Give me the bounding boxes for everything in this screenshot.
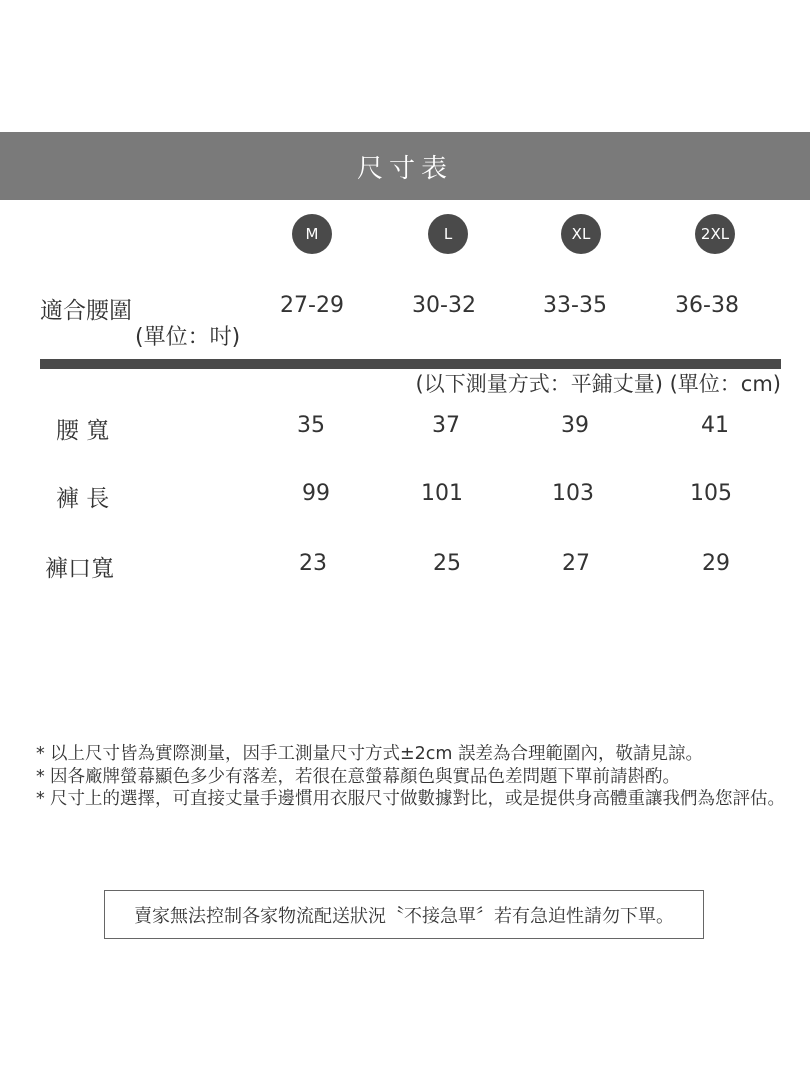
note-item	[36, 743, 796, 766]
shipping-notice-box	[104, 890, 704, 939]
note-text: 以上尺寸皆為實際測量，因手工測量尺寸方式±2cm 誤差為合理範圍內，敬請見諒。	[50, 744, 704, 764]
table-cell: 101	[421, 481, 463, 506]
note-text: 因各廠牌螢幕顯色多少有落差，若很在意螢幕顏色與實品色差問題下單前請斟酌。	[50, 766, 680, 787]
shipping-notice-text: 賣家無法控制各家物流配送狀況〝不接急單〞若有急迫性請勿下單。	[134, 905, 674, 927]
waist-fit-2xl: 36-38	[675, 293, 739, 318]
table-cell: 99	[302, 481, 330, 506]
waist-fit-m: 27-29	[280, 293, 344, 318]
measure-method-note: (以下測量方式：平鋪丈量) (單位：cm)	[415, 372, 781, 396]
waist-fit-l: 30-32	[412, 293, 476, 318]
row-label-waist-width: 腰 寬	[56, 418, 110, 444]
size-badge-2xl: 2XL	[695, 214, 735, 254]
size-badge-m: M	[292, 214, 332, 254]
note-bullet: *	[36, 789, 45, 809]
row-label-hem-width: 褲口寬	[45, 556, 114, 582]
table-cell: 41	[701, 413, 729, 438]
waist-fit-label: 適合腰圍	[40, 298, 132, 324]
note-text: 尺寸上的選擇，可直接丈量手邊慣用衣服尺寸做數據對比，或是提供身高體重讓我們為您評估。	[50, 789, 785, 809]
table-cell: 35	[297, 413, 325, 438]
table-cell: 25	[433, 551, 461, 576]
table-cell: 37	[432, 413, 460, 438]
table-cell: 39	[561, 413, 589, 438]
table-cell: 29	[702, 551, 730, 576]
waist-fit-xl: 33-35	[543, 293, 607, 318]
table-cell: 105	[690, 481, 732, 506]
table-cell: 27	[562, 551, 590, 576]
note-bullet: *	[36, 766, 45, 787]
note-item	[36, 766, 796, 789]
size-badge-xl: XL	[561, 214, 601, 254]
note-item	[36, 788, 796, 811]
table-cell: 103	[552, 481, 594, 506]
table-cell: 23	[299, 551, 327, 576]
notes-section	[36, 743, 796, 811]
waist-fit-unit: (單位：吋)	[135, 325, 241, 350]
size-badge-l: L	[428, 214, 468, 254]
row-label-pants-length: 褲 長	[56, 486, 110, 512]
note-bullet: *	[36, 744, 45, 764]
size-chart-title: 尺寸表	[0, 132, 810, 200]
